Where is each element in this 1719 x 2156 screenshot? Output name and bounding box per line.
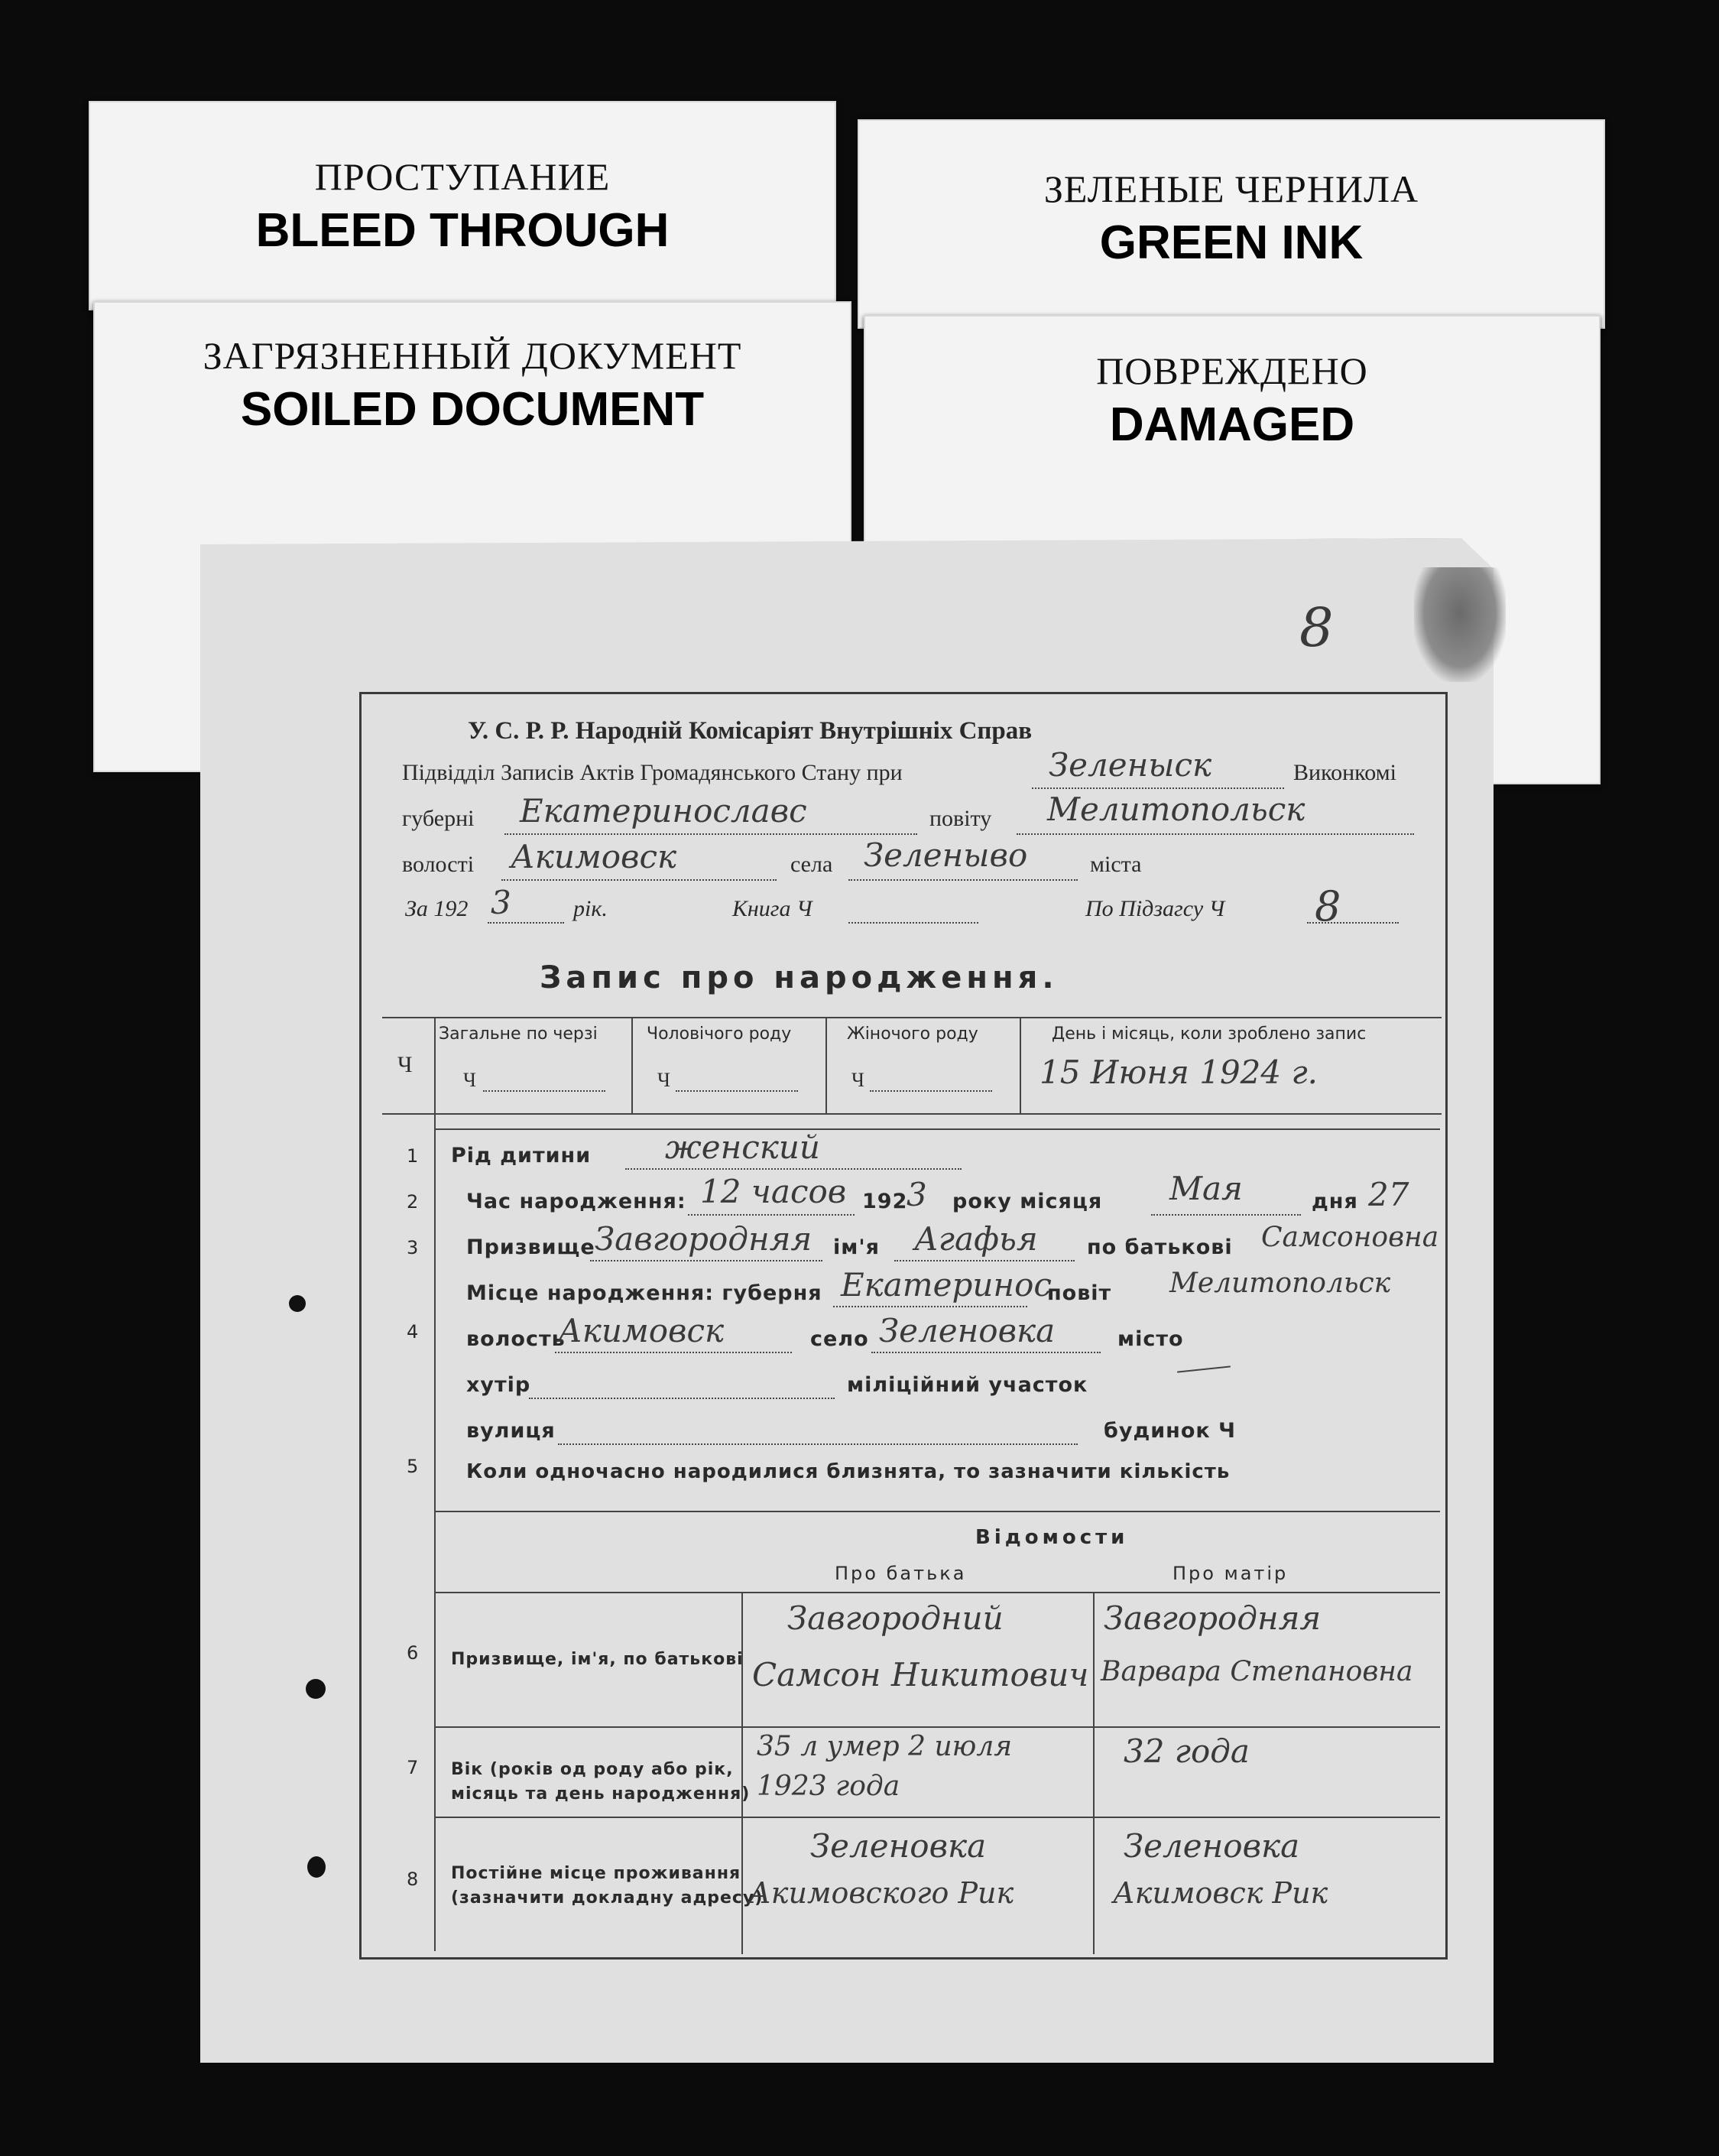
mother-name-handwriting: Варвара Степановна [1101,1656,1413,1687]
card-label-ru: ЗЕЛЕНЫЕ ЧЕРНИЛА [1043,167,1419,210]
card-label-en: BLEED THROUGH [255,204,670,257]
father-surname-handwriting: Завгородний [787,1599,1004,1637]
father-age-handwriting: 35 л умер 2 июля [757,1731,1013,1762]
age-row-label-1: Вік (років од роду або рік, [451,1760,734,1779]
fill-line [558,1443,1078,1445]
info-father-col: Про батька [835,1563,967,1584]
header-line2-label: губерні [402,806,475,831]
counts-col-male: Чоловічого роду [647,1024,792,1044]
row-number: 3 [407,1237,419,1258]
table-rule [434,1726,1440,1728]
name-row-label: Призвище, ім'я, по батькові [451,1650,744,1669]
birth-time-label: Час народження: [466,1190,686,1213]
row-number: 4 [407,1321,419,1343]
header-line3-mid: села [790,852,833,877]
table-rule [434,1817,1440,1818]
card-label-en: GREEN INK [1099,216,1364,269]
fill-line [1032,787,1284,789]
fill-line [688,1214,855,1216]
table-rule [825,1017,827,1113]
header-subzags-handwriting: 8 [1315,882,1341,930]
header-line2-handwriting-1: Екатеринославс [520,792,807,830]
card-green-ink [858,119,1605,329]
birthplace-gubernia-handwriting: Екатеринос [841,1266,1052,1304]
counts-row-label: Ч [397,1052,413,1077]
header-year-label: За 192 [405,896,469,921]
header-line2-mid: повіту [929,806,992,831]
militia-label: міліційний участок [847,1373,1088,1397]
punch-hole [289,1295,306,1312]
counts-cell-male: Ч [657,1069,670,1091]
age-row-label-2: місяць та день народження) [451,1784,751,1804]
row-number: 1 [407,1145,419,1167]
fill-line [870,1090,992,1092]
selo-handwriting: Зеленовка [879,1312,1056,1349]
mother-residence-1-handwriting: Зеленовка [1124,1827,1300,1865]
table-rule [434,1511,436,1951]
birth-month-handwriting: Мая [1169,1170,1243,1207]
header-line1-label: Підвідділ Записів Актів Громадянського Стану при [402,760,903,785]
fill-line [1307,922,1399,924]
fill-line [848,922,978,924]
header-line1-right: Виконкомі [1293,760,1396,785]
header-line1-handwriting: Зеленыск [1049,746,1212,784]
volost-handwriting: Акимовск [558,1312,725,1349]
header-year-handwriting: 3 [491,884,511,921]
father-death-handwriting: 1923 года [757,1771,900,1802]
card-label-en: DAMAGED [1109,398,1355,451]
table-rule [434,1511,1440,1512]
selo-label: село [810,1327,869,1351]
birth-year-label: 192 [862,1190,908,1213]
card-label-ru: ПРОСТУПАНИЕ [314,155,611,198]
mother-age-handwriting: 32 года [1124,1732,1250,1770]
row-number: 8 [407,1869,419,1890]
counts-col-female: Жіночого роду [847,1024,978,1044]
fill-line [625,1168,962,1170]
table-rule [434,1128,1440,1130]
header-subzags-label: По Підзагсу Ч [1085,896,1225,921]
row-number: 7 [407,1757,419,1778]
counts-col-date: День і місяць, коли зроблено запис [1052,1024,1367,1044]
mother-surname-handwriting: Завгородняя [1104,1599,1322,1637]
info-mother-col: Про матір [1172,1563,1289,1584]
sex-handwriting: женский [665,1128,820,1166]
fill-line [504,833,917,835]
birthplace-povit-handwriting: Мелитопольск [1169,1268,1391,1299]
info-title: Відомости [975,1526,1129,1549]
header-line3-right: міста [1090,852,1142,877]
header-book-label: Книга Ч [732,896,812,921]
surname-handwriting: Завгородняя [595,1220,812,1258]
table-rule [382,1113,1442,1115]
card-bleed-through [89,101,836,310]
table-rule [1020,1017,1021,1113]
birth-year-handwriting: 3 [907,1176,927,1213]
header-year-rik: рік. [573,896,608,921]
birth-time-handwriting: 12 часов [700,1173,847,1210]
table-rule [382,1017,1442,1018]
name-label: ім'я [833,1235,880,1259]
birth-day-handwriting: 27 [1368,1176,1409,1213]
table-rule [631,1017,633,1113]
residence-row-label-1: Постійне місце проживання [451,1864,741,1883]
header-line3-handwriting-2: Зеленыво [864,836,1028,874]
table-rule [434,1017,436,1113]
damaged-corner [1414,567,1506,682]
fill-line [833,1306,1027,1307]
residence-row-label-2: (зазначити докладну адресу) [451,1888,764,1908]
fill-line [1151,1214,1301,1216]
header-line3-handwriting-1: Акимовск [511,838,677,875]
table-rule [434,1592,1440,1593]
fill-line [488,922,564,924]
street-label: вулиця [466,1419,556,1443]
card-label-en: SOILED DOCUMENT [240,383,705,436]
form-header-title: У. С. Р. Р. Народній Комісаріят Внутрішніх Справ [468,717,1033,745]
fill-line [483,1090,605,1092]
fill-line [848,879,1078,881]
birthplace-povit-label: повіт [1047,1281,1112,1305]
row-number: 5 [407,1456,419,1477]
record-title: Запис про народження. [540,960,1059,995]
birth-day-label: дня [1312,1190,1358,1213]
father-residence-1-handwriting: Зеленовка [810,1827,987,1865]
row-number: 6 [407,1642,419,1664]
patronymic-label: по батькові [1087,1235,1233,1259]
fill-line [1017,833,1414,835]
father-name-handwriting: Самсон Никитович [752,1656,1089,1693]
house-label: будинок Ч [1104,1419,1236,1443]
counts-cell-total: Ч [463,1069,476,1091]
name-handwriting: Агафья [914,1220,1038,1258]
counts-col-total: Загальне по черзі [439,1024,598,1044]
mother-residence-2-handwriting: Акимовск Рик [1113,1876,1328,1910]
fill-line [894,1260,1075,1261]
page-number: 8 [1299,596,1334,659]
fill-line [676,1090,798,1092]
twins-label: Коли одночасно народилися близнята, то зазначити кількість [466,1460,1231,1483]
khutir-label: хутір [466,1373,531,1397]
table-rule [1093,1592,1095,1954]
birthplace-label: Місце народження: губерня [466,1281,822,1305]
volost-label: волость [466,1327,566,1351]
card-label-ru: ПОВРЕЖДЕНО [1096,349,1368,392]
sex-label: Рід дитини [451,1144,592,1167]
birth-month-label: року місяця [952,1190,1103,1213]
row-number: 2 [407,1191,419,1213]
fill-line [501,879,777,881]
fill-line [590,1260,822,1261]
fill-line [555,1352,792,1353]
surname-label: Призвище [466,1235,595,1259]
table-rule [434,1113,436,1511]
fill-line [529,1398,835,1399]
header-line3-label: волості [402,852,475,877]
counts-cell-female: Ч [851,1069,864,1091]
punch-hole [307,1856,326,1878]
father-residence-2-handwriting: Акимовского Рик [749,1876,1014,1910]
patronymic-handwriting: Самсоновна [1261,1222,1439,1253]
header-line2-handwriting-2: Мелитопольск [1047,791,1305,828]
card-label-ru: ЗАГРЯЗНЕННЫЙ ДОКУМЕНТ [203,334,742,377]
punch-hole [306,1679,326,1699]
misto-label: місто [1117,1327,1184,1351]
fill-line [871,1352,1101,1353]
record-date-handwriting: 15 Июня 1924 г. [1040,1054,1318,1091]
